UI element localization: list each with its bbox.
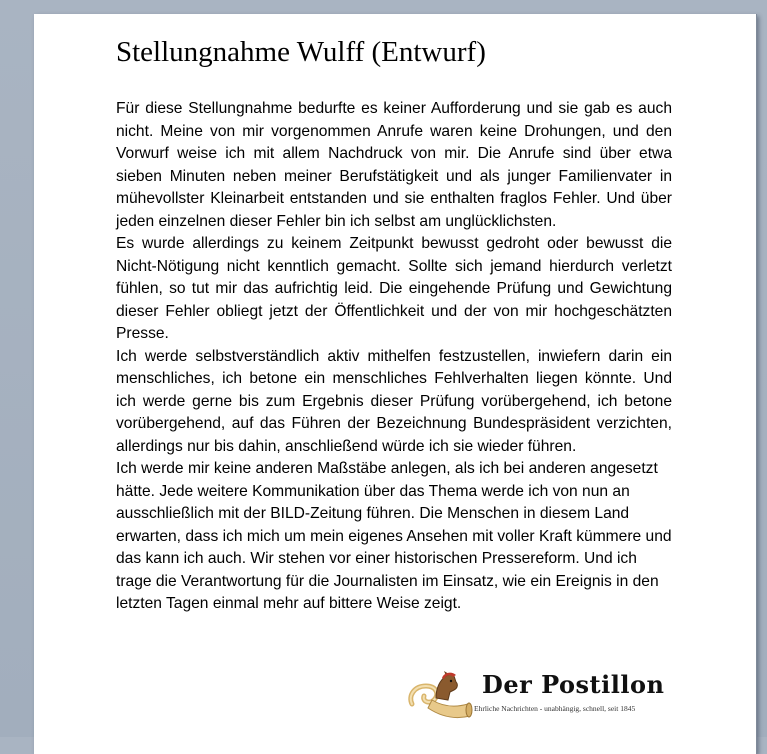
logo-name: Der Postillon — [482, 670, 665, 699]
document-body — [116, 98, 672, 616]
postillon-logo — [406, 670, 665, 730]
post-horn-horse-icon — [406, 670, 474, 726]
document-title: Stellungnahme Wulff (Entwurf) — [116, 36, 486, 68]
paragraph: Es wurde allerdings zu keinem Zeitpunkt bewusst gedroht oder bewusst die Nicht-Nötigung nicht kenntlich gemacht. Sollte sich jemand hierdurch verletzt fühlen, so tut mir das aufrichtig leid. Die eingehende Prüfung und Gewichtung dieser Fehler obliegt jetzt der Öffentlichkeit und der von mir hochgeschätzten Presse. — [116, 235, 672, 342]
paragraph: Ich werde mir keine anderen Maßstäbe anlegen, als ich bei anderen angesetzt hätte. Jede weitere Kommunikation über das Thema werde ich von nun an ausschließlich mit der BILD-Zeitung führen. Die Menschen in diesem Land erwarten, dass ich mich um mein eigenes Ansehen mit voller Kraft kümmere und das kann ich auch. Wir stehen vor einer historischen Pressereform. Und ich trage die Verantwortung für die Journalisten im Einsatz, wie ein Ereignis in den letzten Tagen einmal mehr auf bittere Weise zeigt. — [116, 460, 672, 612]
document-page — [34, 14, 757, 754]
paragraph: Ich werde selbstverständlich aktiv mithelfen festzustellen, inwiefern darin ein menschliches, ich betone ein menschliches Fehlverhalten liegen könnte. Und ich werde gerne bis zum Ergebnis dieser Prüfung vorübergehend, ich betone vorübergehend, auf das Führen der Bezeichnung Bundespräsident verzichten, allerdings nur bis dahin, anschließend würde ich sie wieder führen. — [116, 347, 672, 455]
logo-tagline: Ehrliche Nachrichten - unabhängig, schnell, seit 1845 — [474, 704, 636, 713]
paragraph: Für diese Stellungnahme bedurfte es keiner Aufforderung und sie gab es auch nicht. Meine von mir vorgenommen Anrufe waren keine Drohungen, und den Vorwurf weise ich mit allem Nachdruck von mir. Die Anrufe sind über etwa sieben Minuten neben meiner Berufstätigkeit und als junger Familienvater in mühevollster Kleinarbeit entstanden und sie enthalten fraglos Fehler. Und über jeden einzelnen dieser Fehler bin ich selbst am unglücklichsten. — [116, 100, 672, 230]
